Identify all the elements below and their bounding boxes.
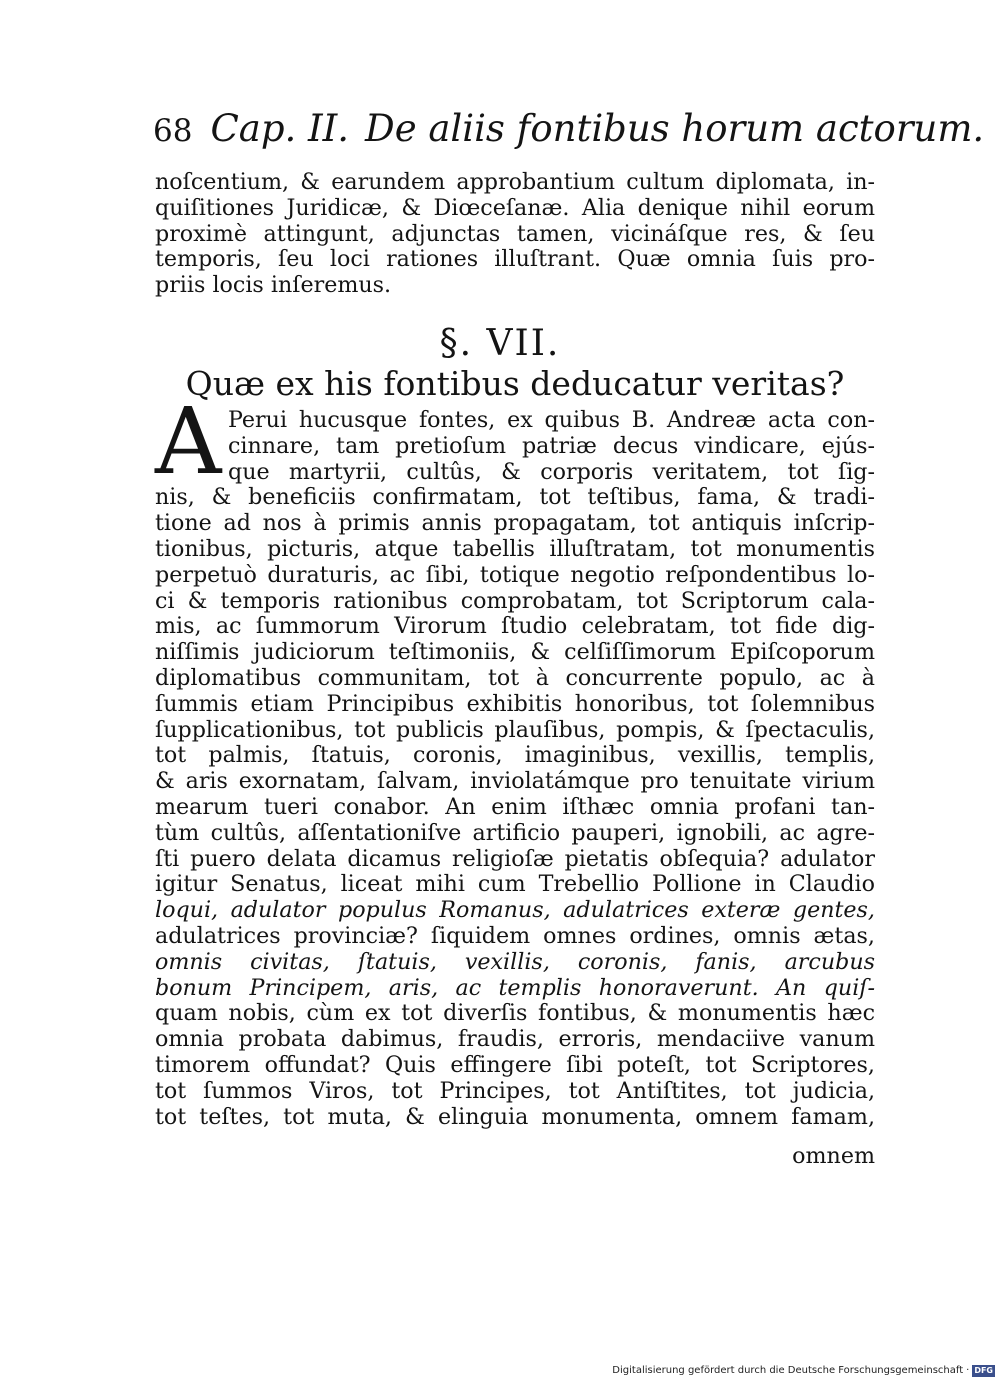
text-line: mearum tueri conabor. An enim iſthæc omnia profani tan- — [155, 793, 875, 820]
text-line: proximè attingunt, adjunctas tamen, vicináſque res, & ſeu — [155, 220, 875, 247]
text-line: tot palmis, ſtatuis, coronis, imaginibus, vexillis, templis, — [155, 742, 875, 769]
text-line: tot ſummos Viros, tot Principes, tot Antiſtites, tot judicia, — [155, 1077, 875, 1104]
text-line: loqui, adulator populus Romanus, adulatrices exteræ gentes, — [155, 897, 875, 924]
text-line: priis locis inſeremus. — [155, 272, 392, 299]
page-number: 68 — [153, 113, 193, 149]
text-line: ſti puero delata dicamus religioſæ pietatis obſequia? adulator — [155, 845, 875, 872]
text-line: nis, & beneficiis confirmatam, tot teſtibus, fama, & tradi- — [155, 484, 875, 511]
text-line: adulatrices provinciæ? ſiquidem omnes ordines, omnis ætas, — [155, 922, 875, 949]
text-line: Perui hucusque fontes, ex quibus B. Andreæ acta con- — [228, 407, 875, 433]
text-line: cinnare, tam pretioſum patriæ decus vindicare, ejús- — [228, 432, 875, 459]
digitization-credit: Digitalisierung gefördert durch die Deutsche Forschungsgemeinschaft · DFG — [612, 1365, 993, 1376]
section-number: §. VII. — [439, 323, 561, 364]
main-paragraph — [155, 485, 875, 1130]
running-head — [153, 100, 985, 158]
catchword: omnem — [792, 1143, 875, 1169]
chapter-label: Cap. II. — [210, 107, 350, 150]
text-line: que martyrii, cultûs, & corporis veritatem, tot ſig- — [228, 458, 875, 485]
text-line: tùm cultûs, aſſentationiſve artificio pauperi, ignobili, ac agre- — [155, 819, 875, 846]
text-line: igitur Senatus, liceat mihi cum Trebellio Pollione in Claudio — [155, 871, 875, 898]
drop-capital: A — [155, 388, 222, 495]
text-line: ſummis etiam Principibus exhibitis honoribus, tot ſolemnibus — [155, 690, 875, 717]
indented-lines — [228, 408, 875, 485]
text-line: ſupplicationibus, tot publicis plauſibus, pompis, & ſpectaculis, — [155, 716, 875, 743]
text-line: quam nobis, cùm ex tot diverſis fontibus, & monumentis hæc — [155, 1000, 875, 1027]
top-paragraph — [155, 170, 875, 299]
text-line: noſcentium, & earundem approbantium cultum diplomata, in- — [155, 169, 875, 195]
dfg-logo: DFG — [974, 1366, 993, 1375]
text-line: temporis, ſeu loci rationes illuſtrant. Quæ omnia ſuis pro- — [155, 246, 875, 273]
text-line: & aris exornatam, ſalvam, inviolatámque pro tenuitate virium — [155, 768, 875, 795]
text-line: quiſitiones Juridicæ, & Diœceſanæ. Alia denique nihil eorum — [155, 194, 875, 221]
text-line: mis, ac ſummorum Virorum ſtudio celebratam, tot fide dig- — [155, 613, 875, 640]
text-line: tione ad nos à primis annis propagatam, tot antiquis inſcrip- — [155, 510, 875, 537]
text-line: ci & temporis rationibus comprobatam, tot Scriptorum cala- — [155, 587, 875, 614]
text-line: perpetuò duraturis, ac ſibi, totique negotio reſpondentibus lo- — [155, 561, 875, 588]
text-line: niſſimis judiciorum teſtimoniis, & celſiſſimorum Epiſcoporum — [155, 639, 875, 666]
text-line: omnia probata dabimus, fraudis, erroris, mendaciive vanum — [155, 1026, 875, 1053]
text-line: tot teſtes, tot muta, & elinguia monumenta, omnem famam, — [155, 1103, 875, 1130]
chapter-title: De aliis fontibus horum actorum. — [365, 107, 985, 150]
text-line: omnis civitas, ſtatuis, vexillis, coronis, fanis, arcubus — [155, 948, 875, 975]
text-line: bonum Principem, aris, ac templis honoraverunt. An quiſ- — [155, 974, 875, 1001]
text-line: timorem offundat? Quis effingere ſibi poteſt, tot Scriptores, — [155, 1051, 875, 1078]
section-title: Quæ ex his fontibus deducatur veritas? — [185, 364, 845, 403]
credit-text: Digitalisierung gefördert durch die Deutsche Forschungsgemeinschaft — [612, 1365, 964, 1376]
text-line: tionibus, picturis, atque tabellis illuſtratam, tot monumentis — [155, 535, 875, 562]
text-line: diplomatibus communitam, tot à concurrente populo, ac à — [155, 664, 875, 691]
